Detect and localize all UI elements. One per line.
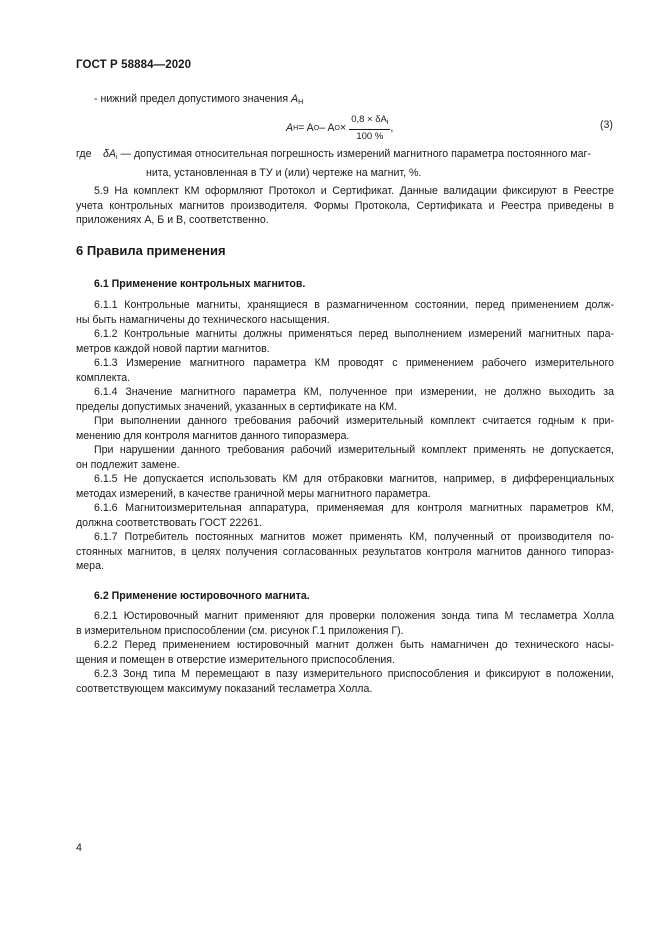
formula-middle-sub: О [313, 124, 320, 132]
formula-fraction [349, 114, 390, 142]
formula-middle: = A [298, 122, 314, 134]
paragraph-6-1-4-line1: 6.1.4 Значение магнитного параметра КМ, полученное при измерении, не должно выходить за [94, 386, 614, 398]
paragraph-6-1-4-rest: пределы допустимых значений, указанных в сертификате на КМ. [76, 400, 398, 413]
paragraph-6-1-6 [76, 501, 614, 530]
paragraph-6-1-2-line1: 6.1.2 Контрольные магниты должны применяться перед выполнением измерений магнитных пара- [94, 328, 614, 340]
where-label: где [76, 148, 92, 160]
paragraph-6-2-2-rest: щения и помещен в отверстие измерительного приспособления. [76, 653, 395, 666]
paragraph-6-1-4-c-rest: он подлежит замене. [76, 458, 180, 471]
where-clause [76, 147, 614, 180]
paragraph-6-1-3-rest: комплекта. [76, 371, 131, 384]
lower-limit-symbol-sub: Н [298, 99, 304, 106]
paragraph-5-9 [76, 184, 614, 228]
paragraph-5-9-rest: учета контрольных магнитов производителя. Формы Протокола, Сертификата и Реестра приведены в приложениях А, Б и В, соответственно. [76, 199, 614, 226]
formula-end: , [390, 122, 394, 134]
paragraph-6-1-4-b [76, 414, 614, 443]
where-text-line2: нита, установленная в ТУ и (или) чертеже на магнит, %. [146, 166, 422, 179]
lower-limit-intro: - нижний предел допустимого значения [94, 93, 292, 105]
paragraph-6-1-6-line1: 6.1.6 Магнитоизмерительная аппаратура, применяемая для контроля магнитных параметров КМ, [94, 502, 614, 514]
formula-lhs-sub: Н [293, 124, 299, 132]
paragraph-5-9-line1: 5.9 На комплект КМ оформляют Протокол и Сертификат. Данные валидации фиксируют в Реестре [94, 185, 614, 197]
lower-limit-item [94, 92, 303, 111]
paragraph-6-2-2-line1: 6.2.2 Перед применением юстировочный магнит должен быть намагничен до технического насы- [94, 639, 614, 651]
paragraph-6-2-3-rest: соответствующем максимуму показаний тесламетра Холла. [76, 682, 373, 695]
paragraph-6-1-7 [76, 530, 614, 574]
paragraph-6-1-3-line1: 6.1.3 Измерение магнитного параметра КМ проводят с применением рабочего измерительного [94, 357, 614, 369]
formula-minus-sub: О [334, 124, 340, 132]
paragraph-6-1-4-b-line1: При выполнении данного требования рабочий измерительный комплект считается годным к при- [94, 415, 614, 427]
lower-limit-symbol: A [291, 93, 299, 105]
paragraph-6-1-5-rest: методах измерений, в качестве граничной меры магнитного параметра. [76, 487, 431, 500]
paragraph-6-1-4-b-rest: менению для контроля магнитов данного типоразмера. [76, 429, 350, 442]
paragraph-6-2-1-line1: 6.2.1 Юстировочный магнит применяют для проверки положения зонда типа М тесламетра Холла [94, 610, 614, 622]
paragraph-6-1-2 [76, 327, 614, 356]
paragraph-6-1-5-line1: 6.1.5 Не допускается использовать КМ для отбраковки магнитов, например, в дифференциальных [94, 473, 614, 485]
paragraph-6-1-1 [76, 298, 614, 327]
formula-numerator [349, 114, 390, 130]
paragraph-6-2-3 [76, 667, 614, 696]
paragraph-6-1-3 [76, 356, 614, 385]
where-text-line1: — допустимая относительная погрешность измерений магнитного параметра постоянного маг- [117, 148, 591, 160]
where-symbol: δA [103, 148, 116, 160]
formula-minus: – A [319, 122, 335, 134]
paragraph-6-1-6-rest: должна соответствовать ГОСТ 22261. [76, 516, 262, 529]
formula-lhs: A [286, 122, 294, 134]
paragraph-6-1-4-c [76, 443, 614, 472]
paragraph-6-2-1-rest: в измерительном приспособлении (см. рисунок Г.1 приложения Г). [76, 624, 404, 637]
paragraph-6-2-2 [76, 638, 614, 667]
paragraph-6-1-7-line1: 6.1.7 Потребитель постоянных магнитов может применять КМ, полученный от производителя по- [94, 531, 614, 543]
standard-header: ГОСТ Р 58884—2020 [76, 59, 192, 71]
formula-times: × [340, 122, 347, 134]
subsection-6-1-title: 6.1 Применение контрольных магнитов. [94, 278, 306, 290]
formula-number: (3) [600, 119, 613, 131]
page-number: 4 [76, 842, 82, 854]
paragraph-6-2-1 [76, 609, 614, 638]
paragraph-6-1-4 [76, 385, 614, 414]
subsection-6-2-title: 6.2 Применение юстировочного магнита. [94, 590, 310, 602]
formula-denominator: 100 % [356, 131, 384, 142]
paragraph-6-2-3-line1: 6.2.3 Зонд типа М перемещают в пазу измерительного приспособления и фиксируют в положении, [94, 668, 614, 680]
section-6-title: 6 Правила применения [76, 243, 226, 258]
formula-numerator-sub: i [386, 119, 389, 126]
paragraph-6-1-5 [76, 472, 614, 501]
paragraph-6-1-7-rest: стоянных магнитов, в целях получения согласованных результатов контроля магнитов данного типораз-мера. [76, 545, 614, 572]
formula-3 [286, 114, 393, 142]
paragraph-6-1-1-line1: 6.1.1 Контрольные магниты, хранящиеся в размагниченном состоянии, перед применением долж- [94, 299, 614, 311]
paragraph-6-1-4-c-line1: При нарушении данного требования рабочий измерительный комплект применять не допускается, [94, 444, 614, 456]
paragraph-6-1-2-rest: метров каждой новой партии магнитов. [76, 342, 270, 355]
formula-numerator-text: 0,8 × δA [351, 114, 387, 125]
paragraph-6-1-1-rest: ны быть намагничены до технического насыщения. [76, 313, 330, 326]
where-symbol-sub: i [115, 154, 118, 161]
